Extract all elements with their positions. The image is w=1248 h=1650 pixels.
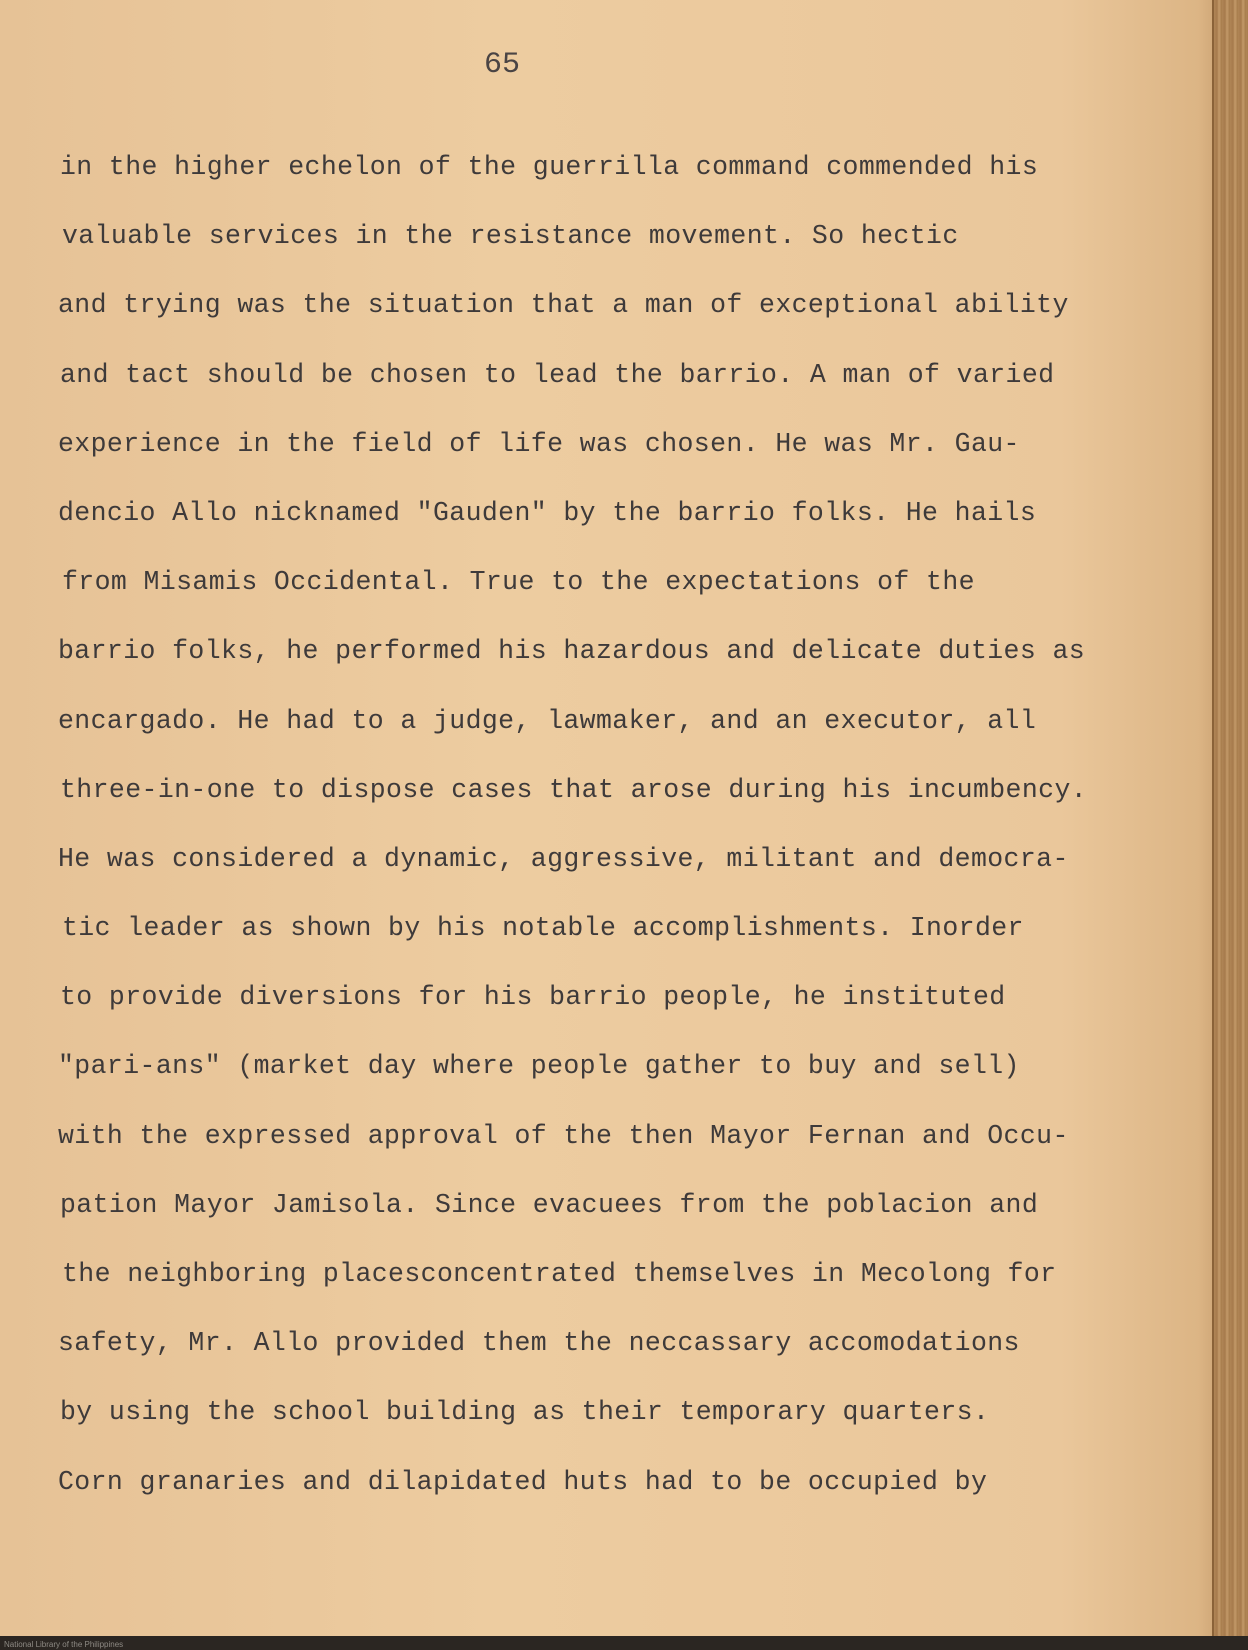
book-binding-edge — [1212, 0, 1248, 1650]
text-line: pation Mayor Jamisola. Since evacuees from the poblacion and — [60, 1189, 1039, 1220]
text-line: encargado. He had to a judge, lawmaker, and an executor, all — [58, 705, 1037, 736]
text-line: from Misamis Occidental. True to the expectations of the — [62, 567, 975, 598]
text-line: and trying was the situation that a man of exceptional ability — [58, 290, 1069, 321]
text-line: to provide diversions for his barrio people, he instituted — [60, 982, 1006, 1013]
text-line: in the higher echelon of the guerrilla command commended his — [60, 152, 1039, 182]
text-line: three-in-one to dispose cases that arose during his incumbency. — [60, 774, 1088, 805]
text-line: tic leader as shown by his notable accomplishments. Inorder — [62, 913, 1024, 944]
text-line: "pari-ans" (market day where people gather to buy and sell) — [58, 1051, 1020, 1082]
text-line: the neighboring placesconcentrated themselves in Mecolong for — [62, 1259, 1057, 1289]
text-line: Corn granaries and dilapidated huts had to be occupied by — [58, 1466, 988, 1497]
scan-bottom-edge — [0, 1636, 1248, 1650]
text-line: He was considered a dynamic, aggressive, militant and democra- — [58, 843, 1069, 874]
page-number: 65 — [484, 48, 521, 82]
text-line: experience in the field of life was chosen. He was Mr. Gau- — [58, 428, 1020, 459]
body-text — [58, 133, 1168, 1517]
text-line: valuable services in the resistance movement. So hectic — [62, 221, 959, 252]
text-line: safety, Mr. Allo provided them the neccassary accomodations — [58, 1328, 1020, 1359]
text-line: barrio folks, he performed his hazardous and delicate duties as — [58, 636, 1086, 667]
text-line: with the expressed approval of the then Mayor Fernan and Occu- — [58, 1120, 1069, 1151]
text-line: by using the school building as their temporary quarters. — [60, 1397, 990, 1428]
text-line: dencio Allo nicknamed "Gauden" by the barrio folks. He hails — [58, 497, 1037, 528]
library-stamp: National Library of the Philippines — [4, 1640, 124, 1649]
text-line: and tact should be chosen to lead the barrio. A man of varied — [60, 359, 1055, 390]
